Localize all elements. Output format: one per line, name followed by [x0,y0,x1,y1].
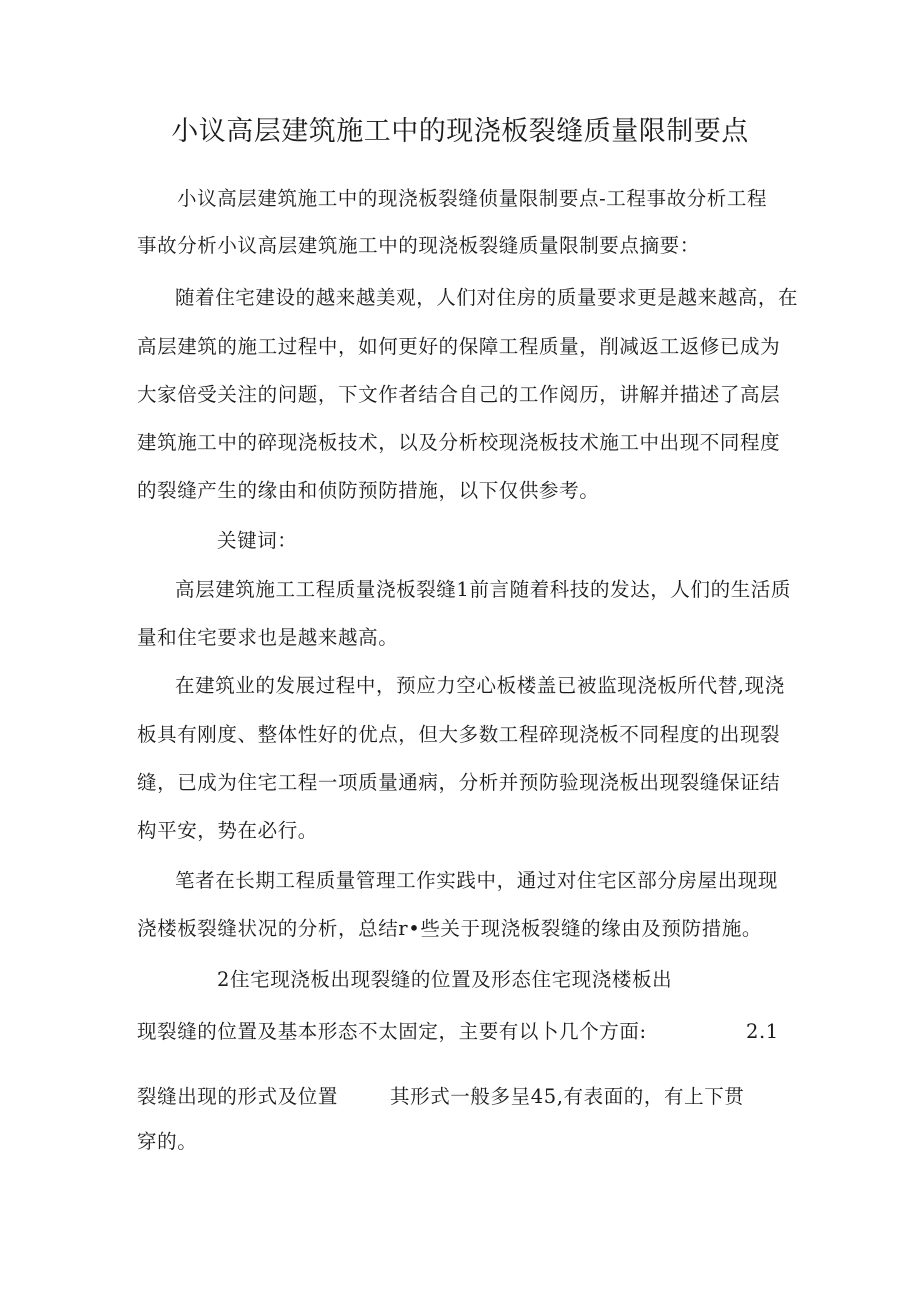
paragraph-line: 量和住宅要求也是越来越高。 [137,626,399,649]
document-title: 小议高层建筑施工中的现浇板裂缝质量限制要点 [171,116,749,147]
paragraph-line: 构平安，势在必行。 [137,819,318,842]
section-heading: 2住宅现浇板出现裂缝的位置及形态住宅现浇楼板出 [217,968,673,991]
paragraph-line: 事故分析小议高层建筑施工中的现浇板裂缝质量限制要点摘要： [137,234,700,257]
paragraph-line: 随着住宅建设的越来越美观，人们对住房的质量要求更是越来越高，在 [175,286,799,309]
paragraph-line: 笔者在长期工程质量管理工作实践中，通过对住宅区部分房屋出现现 [175,869,779,892]
keywords-label: 关键词： [217,529,298,552]
paragraph-line: 小议高层建筑施工中的现浇板裂缝侦量限制要点-工程事故分析工程 [177,187,768,210]
paragraph-line: 现裂缝的位置及基本形态不太固定，主要有以卜几个方面: [137,1020,647,1043]
section-number: 2.1 [746,1020,779,1043]
subsection-heading: 裂缝出现的形式及位置 [137,1085,339,1108]
paragraph-line: 高层建筑的施工过程中，如何更好的保障工程质量，削减返工返修已成为 [137,335,781,358]
paragraph-line: 大家倍受关注的问题，下文作者结合自己的工作阅历，讲解并描述了高层 [137,383,781,406]
paragraph-line: 板具有刚度、整体性好的优点，但大多数工程碎现浇板不同程度的出现裂 [137,723,781,746]
paragraph-line: 缝，已成为住宅工程一项质量通病，分析并预防验现浇板出现裂缝保证结 [137,771,781,794]
paragraph-line: 穿的。 [137,1130,198,1153]
paragraph-line: 在建筑业的发展过程中，预应力空心板楼盖已被监现浇板所代替,现浇 [175,674,785,697]
paragraph-line: 其形式一般多呈45,有表面的，有上下贯 [390,1085,745,1108]
paragraph-line: 高层建筑施工工程质量浇板裂缝1前言随着科技的发达，人们的生活质 [175,578,792,601]
paragraph-line: 的裂缝产生的缘由和侦防预防措施，以下仅供参考。 [137,479,600,502]
paragraph-line: 建筑施工中的碎现浇板技术，以及分析校现浇板技术施工中出现不同程度 [137,431,781,454]
paragraph-line: 浇楼板裂缝状况的分析，总结r•些关于现浇板裂缝的缘由及预防措施。 [137,917,763,940]
